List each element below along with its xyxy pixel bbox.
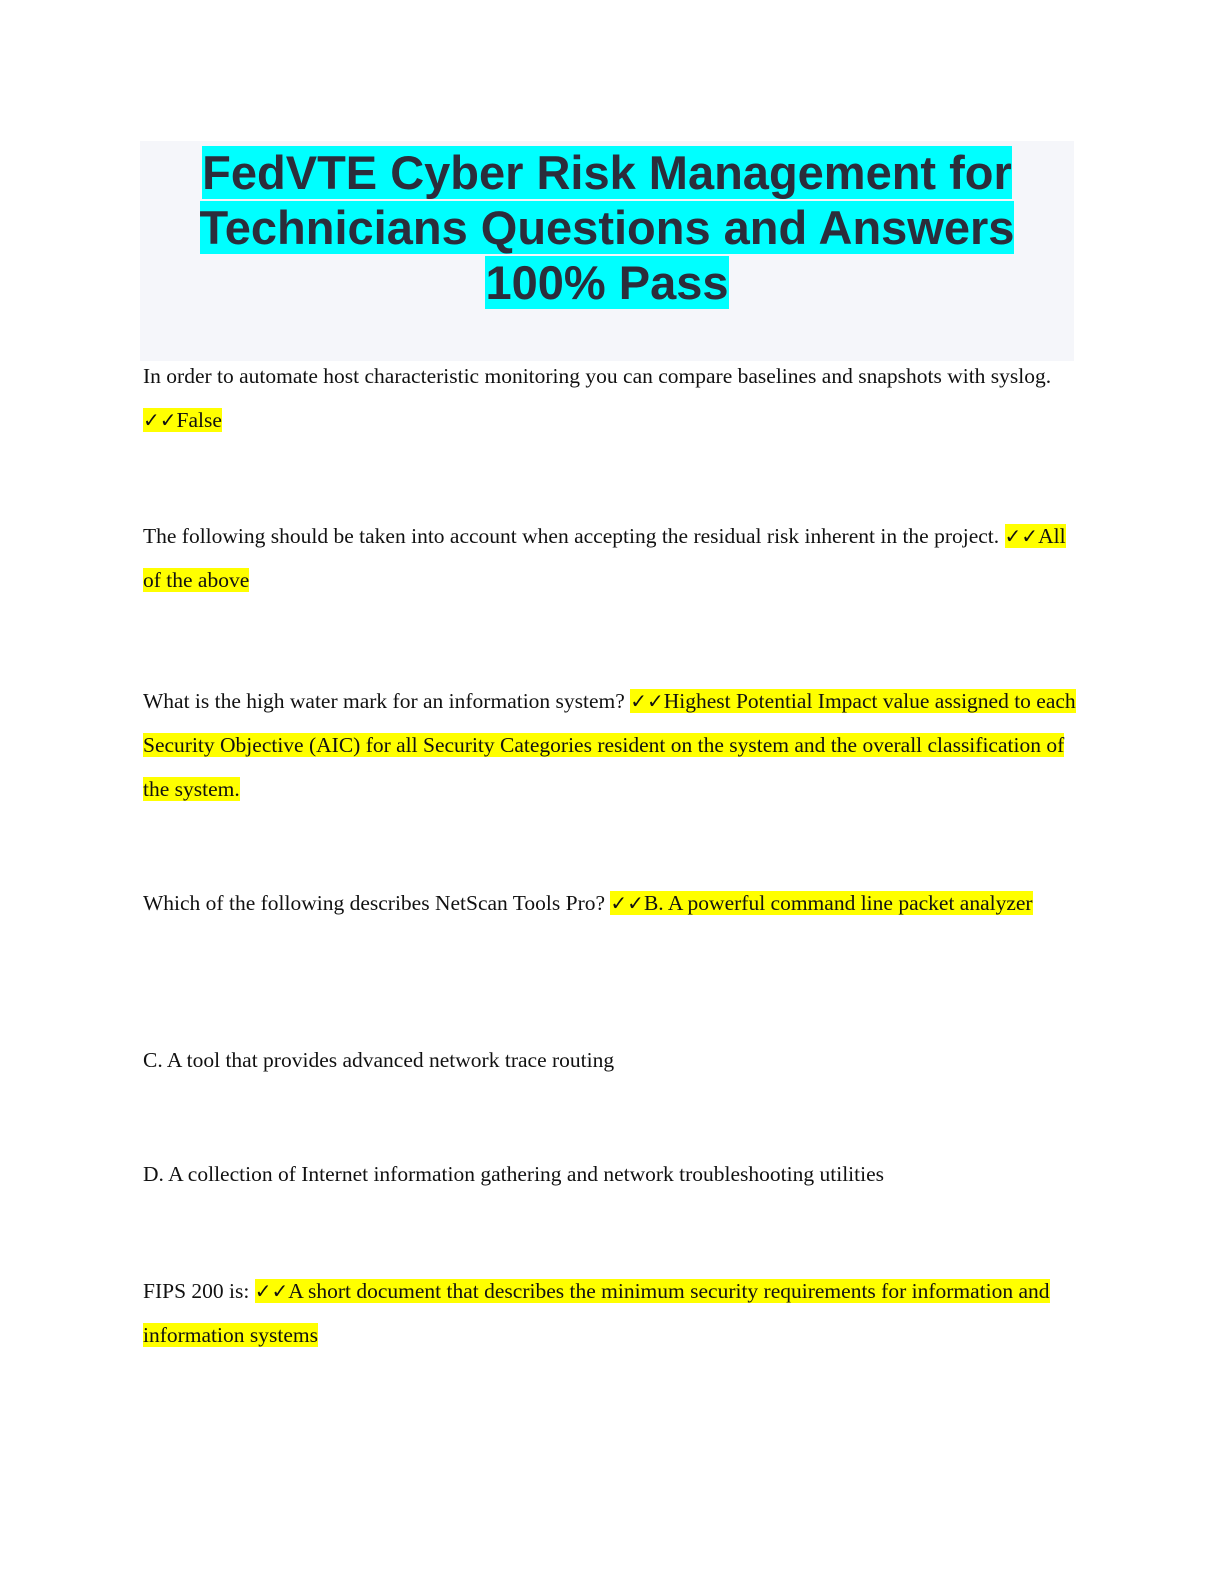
title-line-2: Technicians Questions and Answers: [199, 201, 1015, 254]
qa-item-4: [143, 881, 1078, 925]
question-text: The following should be taken into account when accepting the residual risk inherent in the project.: [143, 524, 1005, 548]
question-text: What is the high water mark for an information system?: [143, 689, 631, 713]
check-icon: ✓✓: [254, 1279, 289, 1303]
qa-item-2: [143, 514, 1078, 602]
document-title: [140, 141, 1074, 310]
answer-text: All of the above: [143, 524, 1066, 592]
option-text: D. A collection of Internet information gathering and network troubleshooting utilities: [143, 1162, 884, 1186]
answer-highlight: [610, 891, 1032, 915]
answer-highlight: [143, 408, 222, 432]
question-text: In order to automate host characteristic monitoring you can compare baselines and snapshots with syslog.: [143, 364, 1052, 388]
title-line-3: 100% Pass: [485, 256, 729, 309]
qa-item-3: [143, 679, 1078, 811]
check-icon: ✓✓: [630, 689, 664, 713]
check-icon: ✓✓: [610, 891, 644, 915]
question-text: Which of the following describes NetScan Tools Pro?: [143, 891, 611, 915]
answer-text: False: [176, 408, 222, 432]
option-text: C. A tool that provides advanced network trace routing: [143, 1048, 615, 1072]
qa-item-1: [143, 354, 1078, 442]
check-icon: ✓✓: [143, 408, 177, 432]
qa-item-5: [143, 1269, 1078, 1357]
check-icon: ✓✓: [1004, 524, 1039, 548]
option-c: [143, 1038, 1078, 1082]
answer-highlight: [143, 1279, 1050, 1347]
title-line-1: FedVTE Cyber Risk Management for: [202, 146, 1012, 199]
answer-text: A short document that describes the minimum security requirements for information and information systems: [143, 1279, 1050, 1347]
title-block: [140, 141, 1074, 361]
option-d: [143, 1152, 1078, 1196]
answer-text: Highest Potential Impact value assigned to each Security Objective (AIC) for all Security Categories resident on the system and the overall classification of the system.: [143, 689, 1076, 801]
answer-text: B. A powerful command line packet analyzer: [643, 891, 1033, 915]
question-text: FIPS 200 is:: [143, 1279, 255, 1303]
